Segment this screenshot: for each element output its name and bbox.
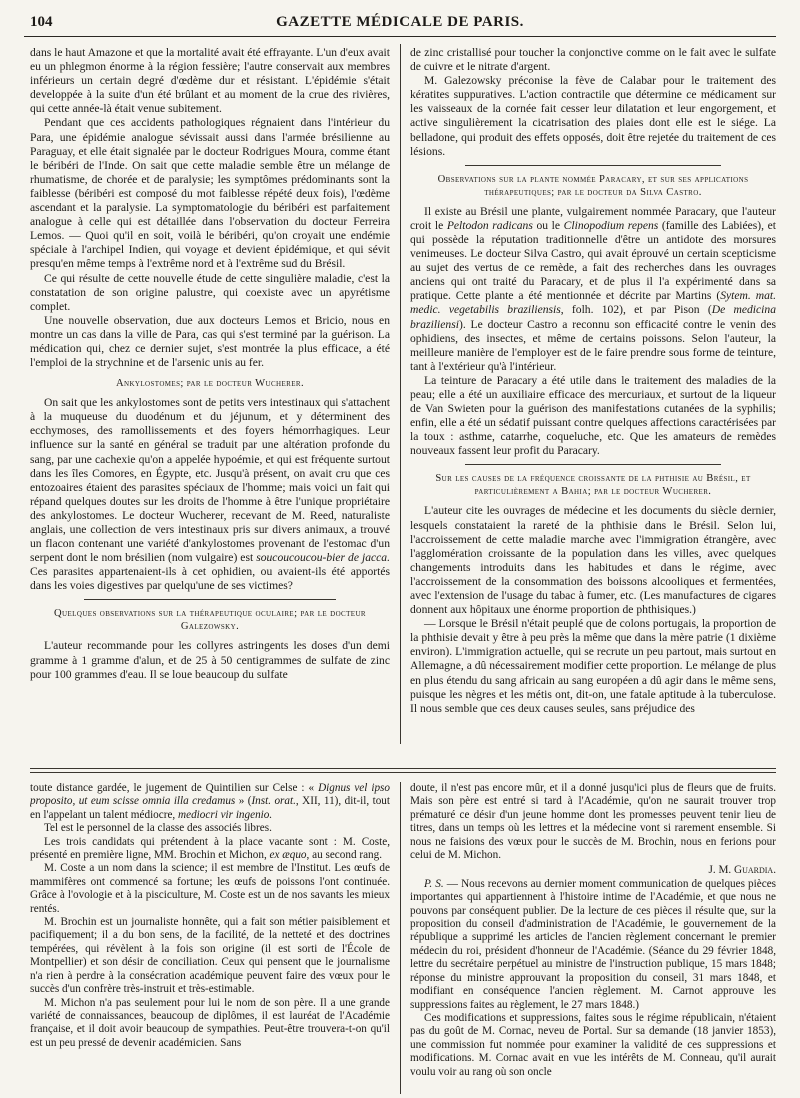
divider [84,599,336,600]
column-top-left [30,46,390,746]
divider [465,165,721,166]
paragraph: toute distance gardée, le jugement de Quintilien sur Celse : « Dignus vel ipso proposito, ut eum scisse omnia illa credamus » (Inst. orat., XII, 11), dit-il, tout en l'appelant un talent médiocre, mediocri vir ingenio. [30,782,390,821]
paragraph: Ce qui résulte de cette nouvelle étude de cette singulière maladie, c'est la constatation de son origine palustre, qui coexiste avec un apyrétisme complet. [30,271,390,313]
paragraph: — Lorsque le Brésil n'était peuplé que de colons portugais, la proportion de la phthisie devait y être à peu près la même que dans la mère patrie (1 dixième environ). L'immigration actuelle, qui se recrute un peu partout, mais surtout en Allemagne, a dû nécessairement modifier cette proportion. Le mélange de plus en plus étendu du sang africain au sang européen a dû agir dans le même sens, puisque les nègres et les métis ont, dit-on, une fatale aptitude à la tuberculose. Il nous semble que ces deux causes seules, sans préjudice des [410,617,776,715]
column-top-right [410,46,776,746]
paragraph: Pendant que ces accidents pathologiques régnaient dans l'intérieur du Para, une épidémie analogue sévissait aussi dans l'armée brésilienne au Paraguay, et elle était signalée par le docteur Rodrigues Moura, comme étant le béribéri de l'Inde. On sait que cette maladie semble être un mélange de rhumatisme, de chorée et de paralysie; les symptômes prédominants sont la faiblesse (béribéri est composé du mot faiblesse répété deux fois), l'œdème ascendant et la paralysie. La symptomatologie du béribéri est parfaitement analogue à celle qui est détaillée dans l'observation du docteur Ferreira Lemos. — Quoi qu'il en soit, voilà le béribéri, qu'on croyait une endémie spéciale à l'archipel Indien, qui voyage et devient épidémique, et qui sévit presqu'en même temps à l'extrême nord et à l'extrême sud du Brésil. [30,116,390,271]
signature: J. M. Guardia. [708,864,776,877]
column-divider [400,44,401,744]
section-heading-phthisie: Sur les causes de la fréquence croissante de la phthisie au Brésil, et particulièrement a Bahia; par le docteur Wucherer. [435,473,751,498]
section-rule [30,768,776,769]
section-heading-galezowsky: Quelques observations sur la thérapeutique oculaire; par le docteur Galezowsky. [54,608,366,633]
paragraph: Ces modifications et suppressions, faites sous le régime républicain, n'étaient pas du goût de M. Cornac, neveu de Portal. Sur sa demande (18 janvier 1853), une commission fut nommée pour examiner la validité de ces suppressions et modifications. M. Cornac avait en vue les intérêts de M. Conneau, qu'il aurait voulu voir au rang où son oncle [410,1011,776,1078]
column-bottom-right [410,782,776,1094]
page-number: 104 [30,14,53,30]
paragraph: On sait que les ankylostomes sont de petits vers intestinaux qui s'attachent à la muqueuse du duodénum et du jéjunum, et y déterminent des ecchymoses, des ramollissements et des foyers hémorrhagiques. Leur influence sur la santé en général se traduit par une altération profonde du sang, par une cachexie qu'on a appelée hypoémie, et qui est fréquente surtout dans les îles Comores, en Égypte, etc. Jusqu'à présent, on avait cru que ces entozoaires étaient des parasites spéciaux de l'homme; mais voici un fait qui répand quelques doutes sur les droits de l'homme à être l'unique propriétaire des ankylostomes. Le docteur Wucherer, recevant de M. Reed, naturaliste anglais, une collection de vers intestinaux pris sur divers animaux, a trouvé un flacon contenant une variété d'ankylostomes provenant de l'estomac d'un serpent dont le nom brésilien (nom vulgaire) est soucoucoucou-bier de jacca. Ces parasites appartenaient-ils à cet ophidien, ou avaient-ils été apportés dans les voies digestives par quelqu'une de ses victimes? [30,396,390,593]
paragraph: Tel est le personnel de la classe des associés libres. [44,822,272,835]
paragraph: L'auteur cite les ouvrages de médecine et les documents du siècle dernier, lesquels constataient la rareté de la phthisie dans le Brésil. Selon lui, l'accroissement de cette maladie marche avec l'immigration étrangère, avec l'agglomération croissante de la population dans les villes, avec quelques changements introduits dans les habitudes et dans le régime, avec l'accroissement de la consommation des boissons alcooliques et fermentées, avec l'extension de l'usage du tabac à fumer, etc. (Les manufactures de cigares donnent aux hôpitaux une énorme proportion de phthisiques.) [410,504,776,617]
paragraph: Une nouvelle observation, due aux docteurs Lemos et Bricio, nous en montre un cas dans la ville de Para, cas qui s'est terminé par la guérison. La médication qui, chez ce dernier sujet, s'est montrée la plus efficace, a été l'emploi de la strychnine et de l'arsenic unis au fer. [30,313,390,370]
paragraph: L'auteur recommande pour les collyres astringents les doses d'un demi gramme à 1 gramme d'alun, et de 25 à 50 centigrammes de sulfate de zinc pour 100 grammes d'eau. Il se loue beaucoup du sulfate [30,639,390,681]
paragraph: dans le haut Amazone et que la mortalité avait été effrayante. L'un d'eux avait eu un phlegmon énorme à la région fessière; l'autre conservait aux membres inférieurs un certain degré d'œdème dur et résistant. L'épidémie s'était developpée à la suite d'un été brûlant et au moment de la crue des rivières, qui cette année-là était venue subitement. [30,46,390,116]
section-heading-paracary: Observations sur la plante nommée Paracary, et sur ses applications thérapeutiques; par le docteur da Silva Castro. [437,173,749,198]
ps-label: P. S. [424,877,444,890]
paragraph: P. S. — Nous recevons au dernier moment communication de quelques pièces importantes qui appartiennent à l'histoire intime de l'Académie, et que nous ne pouvons par conséquent publier. De la lecture de ces pièces il résulte que, sur la proposition du conseil d'administration de l'Académie, le gouvernement de la république a supprimé les articles de l'ancien règlement concernant le premier médecin du roi, président d'honneur de l'Académie. (Séance du 29 février 1848, lettre du secrétaire perpétuel au ministre de l'instruction publique, 15 mars 1848; réponse du ministre approuvant la proposition du conseil, 31 mars 1848, et modifiant en conséquence l'ancien règlement. M. Carnot approuve les suppressions faites au règlement, le 27 mars 1848.) [410,877,776,1011]
page-header [24,8,776,34]
section-heading-ankylostomes: Ankylostomes; par le docteur Wucherer. [115,378,305,390]
paragraph: M. Galezowsky préconise la fève de Calabar pour le traitement des kératites suppuratives. L'action contractile que détermine ce médicament sur les vaisseaux de la cornée fait cesser leur dilatation et leur engorgement, et active singulièrement la cicatrisation des plaies dont elle est le siége. La belladone, qui produit des effets opposés, doit être rejetée du traitement de ces lésions. [410,74,776,158]
column-divider [400,782,401,1094]
paragraph: Il existe au Brésil une plante, vulgairement nommée Paracary, que l'auteur croit le Peltodon radicans ou le Clinopodium repens (famille des Labiées), et qui possède la réputation traditionnelle d'être un antidote des morsures venimeuses. Le docteur Silva Castro, qui avait éprouvé un certain scepticisme au sujet des vertus de ce remède, a fait des recherches dans les ouvrages anciens qui ont traité du Paracary, et de plus il l'a expérimenté dans sa pratique. Cette plante a été mentionnée et décrite par Martins (Sytem. mat. medic. vegetabilis braziliensis, folh. 102), et par Pison (De medicina braziliensi). Le docteur Castro a reconnu son efficacité contre le venin des ophidiens, des insectes, et même de certains poissons. Selon l'auteur, la meilleure manière de l'employer est de le faire prendre sous forme de teinture, tant à l'extérieur qu'à l'intérieur. [410,204,776,373]
paragraph: M. Coste a un nom dans la science; il est membre de l'Institut. Les œufs de mammifères ont commencé sa fortune; les œufs de poissons l'ont continuée. Grâce à l'ovologie et à la pisciculture, M. Coste est un de nos savants les mieux rentés. [30,862,390,915]
paragraph: La teinture de Paracary a été utile dans le traitement des maladies de la peau; elle a été un auxiliaire efficace des mercuriaux, et surtout de la liqueur de Van Swieten pour la guérison des manifestations cutanées de la syphilis; enfin, elle a été un sédatif puissant contre quelques affections caractérisées par la toux : asthme, catarrhe, coqueluche, etc. Que les amateurs de remèdes nouveaux fassent leur profit du Paracary. [410,373,776,458]
divider [465,464,721,465]
paragraph: doute, il n'est pas encore mûr, et il a donné jusqu'ici plus de fleurs que de fruits. Mais son père est entré si tard à l'Académie, qu'on ne saurait trouver trop prématuré ce désir d'un jeune homme dont les promesses peuvent tenir lieu de titres, dans un temps où les lettres et la médecine vont si rarement ensemble. Si nous ne faisions des vœux pour le succès de M. Brochin, nous en ferions pour celui de M. Michon. [410,782,776,862]
header-rule [24,36,776,37]
section-rule [30,772,776,773]
paragraph: Les trois candidats qui prétendent à la place vacante sont : M. Coste, présenté en première ligne, MM. Brochin et Michon, ex æquo, au second rang. [30,835,390,862]
column-bottom-left [30,782,390,1094]
paragraph: M. Brochin est un journaliste honnête, qui a fait son métier paisiblement et pacifiquement; il a du bon sens, de la facilité, de la netteté et des doctrines tempérées, qui révèlent à la fois son origine (il est sorti de l'École de Montpellier) et son désir de conciliation. Ceux qui pensent que le journalisme n'a rien à perdre à la consécration académique peuvent faire des vœux pour le succès d'un confrère très-instruit et très-estimable. [30,916,390,996]
paragraph: M. Michon n'a pas seulement pour lui le nom de son père. Il a une grande variété de connaissances, beaucoup de diplômes, il est lauréat de l'Académie française, et il doit avoir beaucoup de sympathies. Peut-être trouvera-t-on qu'il est un peu pressé de devenir académicien. Sans [30,996,390,1049]
journal-title: GAZETTE MÉDICALE DE PARIS. [276,14,524,30]
paragraph: de zinc cristallisé pour toucher la conjonctive comme on le fait avec le sulfate de cuivre et le nitrate d'argent. [410,46,776,74]
